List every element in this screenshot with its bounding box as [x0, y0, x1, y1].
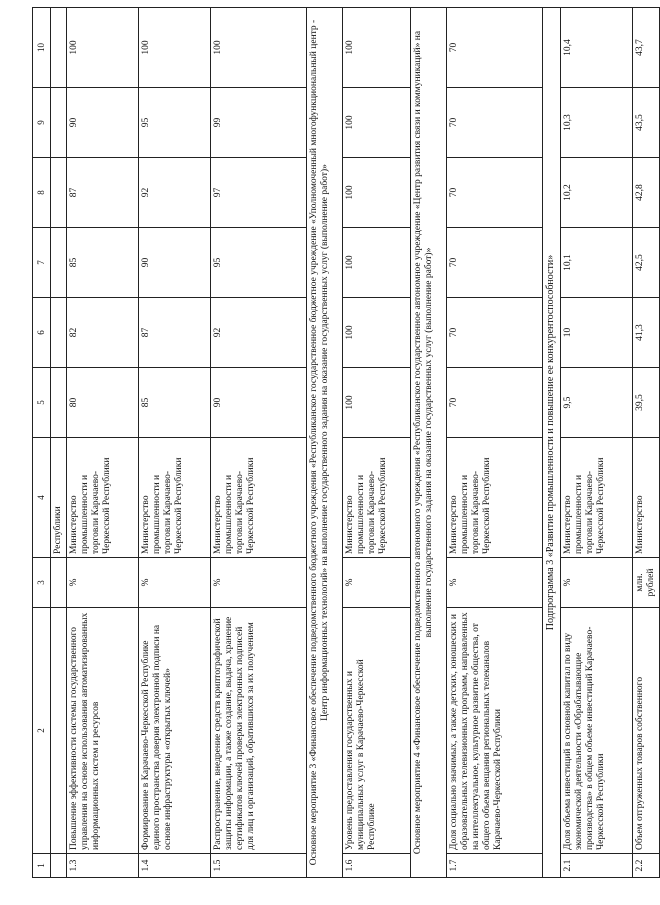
value-cell: 85: [138, 368, 210, 438]
unit-cell: %: [66, 558, 138, 608]
value-cell: 99: [210, 88, 306, 158]
section-row: [306, 8, 342, 878]
value-cell: 95: [138, 88, 210, 158]
table-body: [33, 8, 660, 878]
value-cell: [51, 158, 67, 228]
value-cell: 9,5: [560, 368, 632, 438]
indicator-name-cell: Повышение эффективности системы государственного управления на основе использования автоматизированных информационных систем и ресурсов: [66, 608, 138, 854]
row-number-cell: [51, 854, 67, 878]
value-cell: [51, 88, 67, 158]
table-row: [51, 8, 67, 878]
value-cell: 43,5: [632, 88, 659, 158]
value-cell: 87: [138, 298, 210, 368]
value-cell: [51, 8, 67, 88]
value-cell: [51, 228, 67, 298]
value-cell: 43,7: [632, 8, 659, 88]
row-number-cell: 2.1: [560, 854, 632, 878]
indicator-name-cell: Уровень предоставления государственных и муниципальных услуг в Карачаево-Черкесской Республике: [342, 608, 410, 854]
row-number-cell: 1.3: [66, 854, 138, 878]
value-cell: 90: [210, 368, 306, 438]
column-number-cell: 8: [33, 158, 51, 228]
row-number-cell: 1.4: [138, 854, 210, 878]
value-cell: 90: [138, 228, 210, 298]
column-number-row: [33, 8, 51, 878]
unit-cell: %: [446, 558, 542, 608]
value-cell: 100: [342, 368, 410, 438]
value-cell: 70: [446, 368, 542, 438]
unit-cell: %: [138, 558, 210, 608]
value-cell: 10,2: [560, 158, 632, 228]
value-cell: 100: [210, 8, 306, 88]
table-row: [632, 8, 659, 878]
value-cell: 70: [446, 88, 542, 158]
value-cell: 80: [66, 368, 138, 438]
indicator-name-cell: Доля социально значимых, а также детских, юношеских и образовательных телевизионных программ, направленных на интеллектуальное, культурное развитие общества, от общего объема вещания региональных телеканалов Карачаево-Черкесской Республики: [446, 608, 542, 854]
column-number-cell: 6: [33, 298, 51, 368]
responsible-cell: Министерство промышленности и торговли Карачаево-Черкесской Республики: [66, 438, 138, 558]
value-cell: 70: [446, 8, 542, 88]
value-cell: 10,4: [560, 8, 632, 88]
column-number-cell: 4: [33, 438, 51, 558]
value-cell: 42,8: [632, 158, 659, 228]
indicator-name-cell: Распространение, внедрение средств криптографической защиты информации, а также создание, выдача, хранение сертификатов ключей проверки электронных подписей для лиц и организаций, обратившихся за их получением: [210, 608, 306, 854]
section-row: [542, 8, 560, 878]
unit-cell: [51, 558, 67, 608]
unit-cell: %: [210, 558, 306, 608]
row-number-cell: 1.6: [342, 854, 410, 878]
value-cell: 70: [446, 158, 542, 228]
indicator-name-cell: [51, 608, 67, 854]
responsible-cell: Министерство промышленности и торговли Карачаево-Черкесской Республики: [210, 438, 306, 558]
section-title-cell: Основное мероприятие 4 «Финансовое обеспечение подведомственного автономного учреждения «Республиканское государственное автономное учреждение «Центр развития связи и коммуникаций» на выполнение государственного задания на оказание государственных услуг (выполнение работ)»: [410, 8, 446, 878]
responsible-cell: Министерство промышленности и торговли Карачаево-Черкесской Республики: [560, 438, 632, 558]
value-cell: 100: [138, 8, 210, 88]
rotated-table-sheet: [32, 8, 656, 878]
value-cell: 10: [560, 298, 632, 368]
table-row: [560, 8, 632, 878]
value-cell: [51, 298, 67, 368]
value-cell: 39,5: [632, 368, 659, 438]
column-number-cell: 2: [33, 608, 51, 854]
row-number-cell: 2.2: [632, 854, 659, 878]
responsible-cell: Министерство промышленности и торговли Карачаево-Черкесской Республики: [446, 438, 542, 558]
table-row: [66, 8, 138, 878]
value-cell: [51, 368, 67, 438]
value-cell: 100: [342, 298, 410, 368]
value-cell: 90: [66, 88, 138, 158]
value-cell: 82: [66, 298, 138, 368]
responsible-cell: Министерство: [632, 438, 659, 558]
value-cell: 42,5: [632, 228, 659, 298]
column-number-cell: 1: [33, 854, 51, 878]
value-cell: 41,3: [632, 298, 659, 368]
indicator-name-cell: Объем отгруженных товаров собственного: [632, 608, 659, 854]
value-cell: 10,1: [560, 228, 632, 298]
table-row: [210, 8, 306, 878]
section-title-cell: Основное мероприятие 3 «Финансовое обеспечение подведомственного бюджетного учреждения «Республиканское государственное бюджетное учреждение «Уполномоченный многофункциональный центр - Центр информационных технологий» на выполнение государственного задания на оказание государственных услуг (выполнение работ)»: [306, 8, 342, 878]
column-number-cell: 10: [33, 8, 51, 88]
value-cell: 100: [342, 8, 410, 88]
indicator-name-cell: Доля объема инвестиций в основной капитал по виду экономической деятельности «Обрабатывающие производства» в общем объеме инвестиций Карачаево-Черкесской Республики: [560, 608, 632, 854]
value-cell: 10,3: [560, 88, 632, 158]
value-cell: 92: [138, 158, 210, 228]
value-cell: 87: [66, 158, 138, 228]
column-number-cell: 9: [33, 88, 51, 158]
column-number-cell: 7: [33, 228, 51, 298]
row-number-cell: 1.5: [210, 854, 306, 878]
table-row: [342, 8, 410, 878]
column-number-cell: 3: [33, 558, 51, 608]
section-title-cell: Подпрограмма 3 «Развитие промышленности и повышение ее конкурентоспособности»: [542, 8, 560, 878]
indicator-name-cell: Формирование в Карачаево-Черкесской Республике единого пространства доверия электронной подписи на основе инфраструктуры «открытых ключей»: [138, 608, 210, 854]
value-cell: 100: [342, 88, 410, 158]
value-cell: 100: [342, 158, 410, 228]
section-row: [410, 8, 446, 878]
value-cell: 100: [66, 8, 138, 88]
value-cell: 100: [342, 228, 410, 298]
column-number-cell: 5: [33, 368, 51, 438]
unit-cell: %: [560, 558, 632, 608]
value-cell: 70: [446, 298, 542, 368]
value-cell: 97: [210, 158, 306, 228]
responsible-cell: Республики: [51, 438, 67, 558]
responsible-cell: Министерство промышленности и торговли Карачаево-Черкесской Республики: [342, 438, 410, 558]
responsible-cell: Министерство промышленности и торговли Карачаево-Черкесской Республики: [138, 438, 210, 558]
value-cell: 92: [210, 298, 306, 368]
value-cell: 95: [210, 228, 306, 298]
unit-cell: %: [342, 558, 410, 608]
table-row: [138, 8, 210, 878]
indicators-table: [32, 7, 660, 878]
unit-cell: млн. рублей: [632, 558, 659, 608]
value-cell: 70: [446, 228, 542, 298]
row-number-cell: 1.7: [446, 854, 542, 878]
table-row: [446, 8, 542, 878]
value-cell: 85: [66, 228, 138, 298]
